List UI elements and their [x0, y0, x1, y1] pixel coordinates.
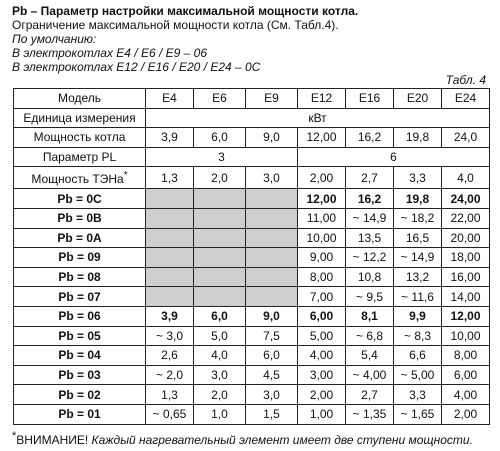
pb-value-cell: 9,9	[394, 306, 442, 326]
pb-value-cell: 5,4	[346, 346, 394, 366]
pb-value-cell: 4,0	[194, 346, 246, 366]
pb-value-cell: 20,00	[442, 228, 490, 248]
power-table	[13, 88, 490, 425]
power-cell: 6,0	[194, 128, 246, 148]
pb-row	[14, 228, 490, 248]
header-cell: E12	[298, 89, 346, 109]
pb-label: Pb = 05	[14, 326, 146, 346]
pb-label: Pb = 07	[14, 287, 146, 307]
pb-label: Pb = 09	[14, 248, 146, 268]
pb-value-cell: 6,00	[298, 306, 346, 326]
power-cell: 24,0	[442, 128, 490, 148]
default-line-2: В электрокотлах E12 / E16 / E20 / E24 – 0C	[12, 60, 261, 74]
pb-value-cell: 5,00	[298, 326, 346, 346]
pb-row	[14, 248, 490, 268]
pb-value-cell: 3,9	[146, 306, 194, 326]
pb-label: Pb = 0B	[14, 208, 146, 228]
pb-row	[14, 365, 490, 385]
pb-value-cell: ~ 12,2	[346, 248, 394, 268]
pb-value-cell: 7,5	[246, 326, 298, 346]
power-row	[14, 128, 490, 148]
unavailable-cell	[146, 287, 194, 307]
table-body	[14, 89, 490, 425]
pb-value-cell: 16,2	[346, 189, 394, 209]
unavailable-cell	[194, 208, 246, 228]
pb-value-cell: 6,6	[394, 346, 442, 366]
pb-value-cell: 8,00	[442, 346, 490, 366]
pb-value-cell: 12,00	[298, 189, 346, 209]
pb-value-cell: 14,00	[442, 287, 490, 307]
unavailable-cell	[194, 189, 246, 209]
pb-value-cell: 2,0	[194, 385, 246, 405]
pb-value-cell: 3,0	[246, 385, 298, 405]
ten-cell: 2,00	[298, 167, 346, 189]
pl-label-text: Параметр PL	[42, 150, 117, 165]
power-label: Мощность котла	[14, 128, 146, 148]
footnote	[12, 430, 473, 447]
page-title: Pb – Параметр настройки максимальной мощности котла.	[12, 4, 359, 18]
pb-value-cell: 9,00	[298, 248, 346, 268]
pb-value-cell: 4,5	[246, 365, 298, 385]
pb-value-cell: 3,00	[298, 365, 346, 385]
pb-label: Pb = 0A	[14, 228, 146, 248]
unavailable-cell	[246, 267, 298, 287]
document-header	[12, 4, 492, 74]
pb-value-cell: 19,8	[394, 189, 442, 209]
pb-value-cell: 2,6	[146, 346, 194, 366]
pb-value-cell: 7,00	[298, 287, 346, 307]
pb-label: Pb = 0C	[14, 189, 146, 209]
pb-row	[14, 385, 490, 405]
pb-value-cell: 22,00	[442, 208, 490, 228]
header-cell: E6	[194, 89, 246, 109]
header-row	[14, 89, 490, 109]
pb-value-cell: ~ 1,65	[394, 404, 442, 424]
pb-value-cell: 9,0	[246, 306, 298, 326]
pb-value-cell: 16,00	[442, 267, 490, 287]
unavailable-cell	[194, 287, 246, 307]
pb-row	[14, 346, 490, 366]
pb-label: Pb = 06	[14, 306, 146, 326]
pb-label: Pb = 02	[14, 385, 146, 405]
table-label: Табл. 4	[445, 73, 486, 87]
pb-label: Pb = 03	[14, 365, 146, 385]
pb-value-cell: ~ 9,5	[346, 287, 394, 307]
ten-row	[14, 167, 490, 189]
pb-label: Pb = 08	[14, 267, 146, 287]
pb-value-cell: 10,8	[346, 267, 394, 287]
unavailable-cell	[194, 228, 246, 248]
unavailable-cell	[194, 267, 246, 287]
header-cell: E4	[146, 89, 194, 109]
pb-row	[14, 404, 490, 424]
header-cell: E24	[442, 89, 490, 109]
ten-cell: 1,3	[146, 167, 194, 189]
pb-value-cell: 4,00	[442, 385, 490, 405]
pb-value-cell: 2,7	[346, 385, 394, 405]
pb-label: Pb = 04	[14, 346, 146, 366]
unavailable-cell	[246, 248, 298, 268]
unavailable-cell	[194, 248, 246, 268]
unavailable-cell	[146, 189, 194, 209]
pb-value-cell: ~ 11,6	[394, 287, 442, 307]
unavailable-cell	[246, 208, 298, 228]
ten-label-text: Мощность ТЭНа	[31, 172, 124, 187]
pb-value-cell: ~ 5,00	[394, 365, 442, 385]
pb-value-cell: 10,00	[298, 228, 346, 248]
ten-cell: 2,0	[194, 167, 246, 189]
unavailable-cell	[146, 267, 194, 287]
ten-cell: 2,7	[346, 167, 394, 189]
header-cell: Модель	[14, 89, 146, 109]
pb-value-cell: 5,0	[194, 326, 246, 346]
ten-footnote-mark: *	[123, 170, 128, 182]
pb-value-cell: ~ 2,0	[146, 365, 194, 385]
pb-row	[14, 326, 490, 346]
pb-value-cell: 1,0	[194, 404, 246, 424]
ten-cell: 3,0	[246, 167, 298, 189]
pb-value-cell: ~ 14,9	[346, 208, 394, 228]
pb-value-cell: ~ 8,3	[394, 326, 442, 346]
pb-value-cell: 2,00	[298, 385, 346, 405]
power-cell: 9,0	[246, 128, 298, 148]
pb-value-cell: ~ 6,8	[346, 326, 394, 346]
unit-label: Единица измерения	[14, 108, 146, 128]
pb-value-cell: 6,0	[194, 306, 246, 326]
pb-value-cell: 3,0	[194, 365, 246, 385]
unit-value: кВт	[146, 108, 490, 128]
pb-value-cell: 3,3	[394, 385, 442, 405]
footnote-mark: *	[12, 430, 17, 442]
pb-value-cell: ~ 4,00	[346, 365, 394, 385]
pb-value-cell: 10,00	[442, 326, 490, 346]
power-cell: 12,00	[298, 128, 346, 148]
pb-row	[14, 208, 490, 228]
pb-value-cell: 4,00	[298, 346, 346, 366]
default-line-1: В электрокотлах E4 / E6 / E9 – 06	[12, 46, 207, 60]
unavailable-cell	[146, 248, 194, 268]
pb-value-cell: 11,00	[298, 208, 346, 228]
pb-value-cell: 18,00	[442, 248, 490, 268]
pb-value-cell: 13,2	[394, 267, 442, 287]
header-cell: E9	[246, 89, 298, 109]
pl-label	[14, 147, 146, 167]
pb-value-cell: ~ 3,0	[146, 326, 194, 346]
pl-group-2: 6	[298, 147, 490, 167]
pb-label: Pb = 01	[14, 404, 146, 424]
power-cell: 19,8	[394, 128, 442, 148]
unavailable-cell	[146, 208, 194, 228]
pb-value-cell: 16,5	[394, 228, 442, 248]
header-cell: E20	[394, 89, 442, 109]
pb-value-cell: ~ 18,2	[394, 208, 442, 228]
pb-value-cell: 24,00	[442, 189, 490, 209]
pb-value-cell: 1,00	[298, 404, 346, 424]
pb-value-cell: 8,00	[298, 267, 346, 287]
footnote-warning: ВНИМАНИЕ!	[16, 433, 89, 447]
pb-value-cell: ~ 0,65	[146, 404, 194, 424]
pb-value-cell: 12,00	[442, 306, 490, 326]
pb-value-cell: 13,5	[346, 228, 394, 248]
power-cell: 3,9	[146, 128, 194, 148]
unavailable-cell	[246, 189, 298, 209]
pb-value-cell: 1,3	[146, 385, 194, 405]
unit-row	[14, 108, 490, 128]
pb-row	[14, 287, 490, 307]
pb-row	[14, 306, 490, 326]
pb-value-cell: 2,00	[442, 404, 490, 424]
pb-value-cell: 6,00	[442, 365, 490, 385]
pl-row	[14, 147, 490, 167]
page-subtitle: Ограничение максимальной мощности котла (См. Табл.4).	[12, 18, 339, 32]
pb-value-cell: 8,1	[346, 306, 394, 326]
power-cell: 16,2	[346, 128, 394, 148]
pl-group-1: 3	[146, 147, 298, 167]
pb-row	[14, 267, 490, 287]
pb-value-cell: 6,0	[246, 346, 298, 366]
unavailable-cell	[246, 287, 298, 307]
pb-value-cell: ~ 1,35	[346, 404, 394, 424]
footnote-text: Каждый нагревательный элемент имеет две ступени мощности.	[88, 433, 473, 447]
pb-value-cell: 1,5	[246, 404, 298, 424]
ten-cell: 3,3	[394, 167, 442, 189]
ten-cell: 4,0	[442, 167, 490, 189]
header-cell: E16	[346, 89, 394, 109]
default-label: По умолчанию:	[12, 32, 97, 46]
ten-label	[14, 167, 146, 189]
pb-value-cell: ~ 14,9	[394, 248, 442, 268]
unavailable-cell	[246, 228, 298, 248]
pb-row	[14, 189, 490, 209]
unavailable-cell	[146, 228, 194, 248]
